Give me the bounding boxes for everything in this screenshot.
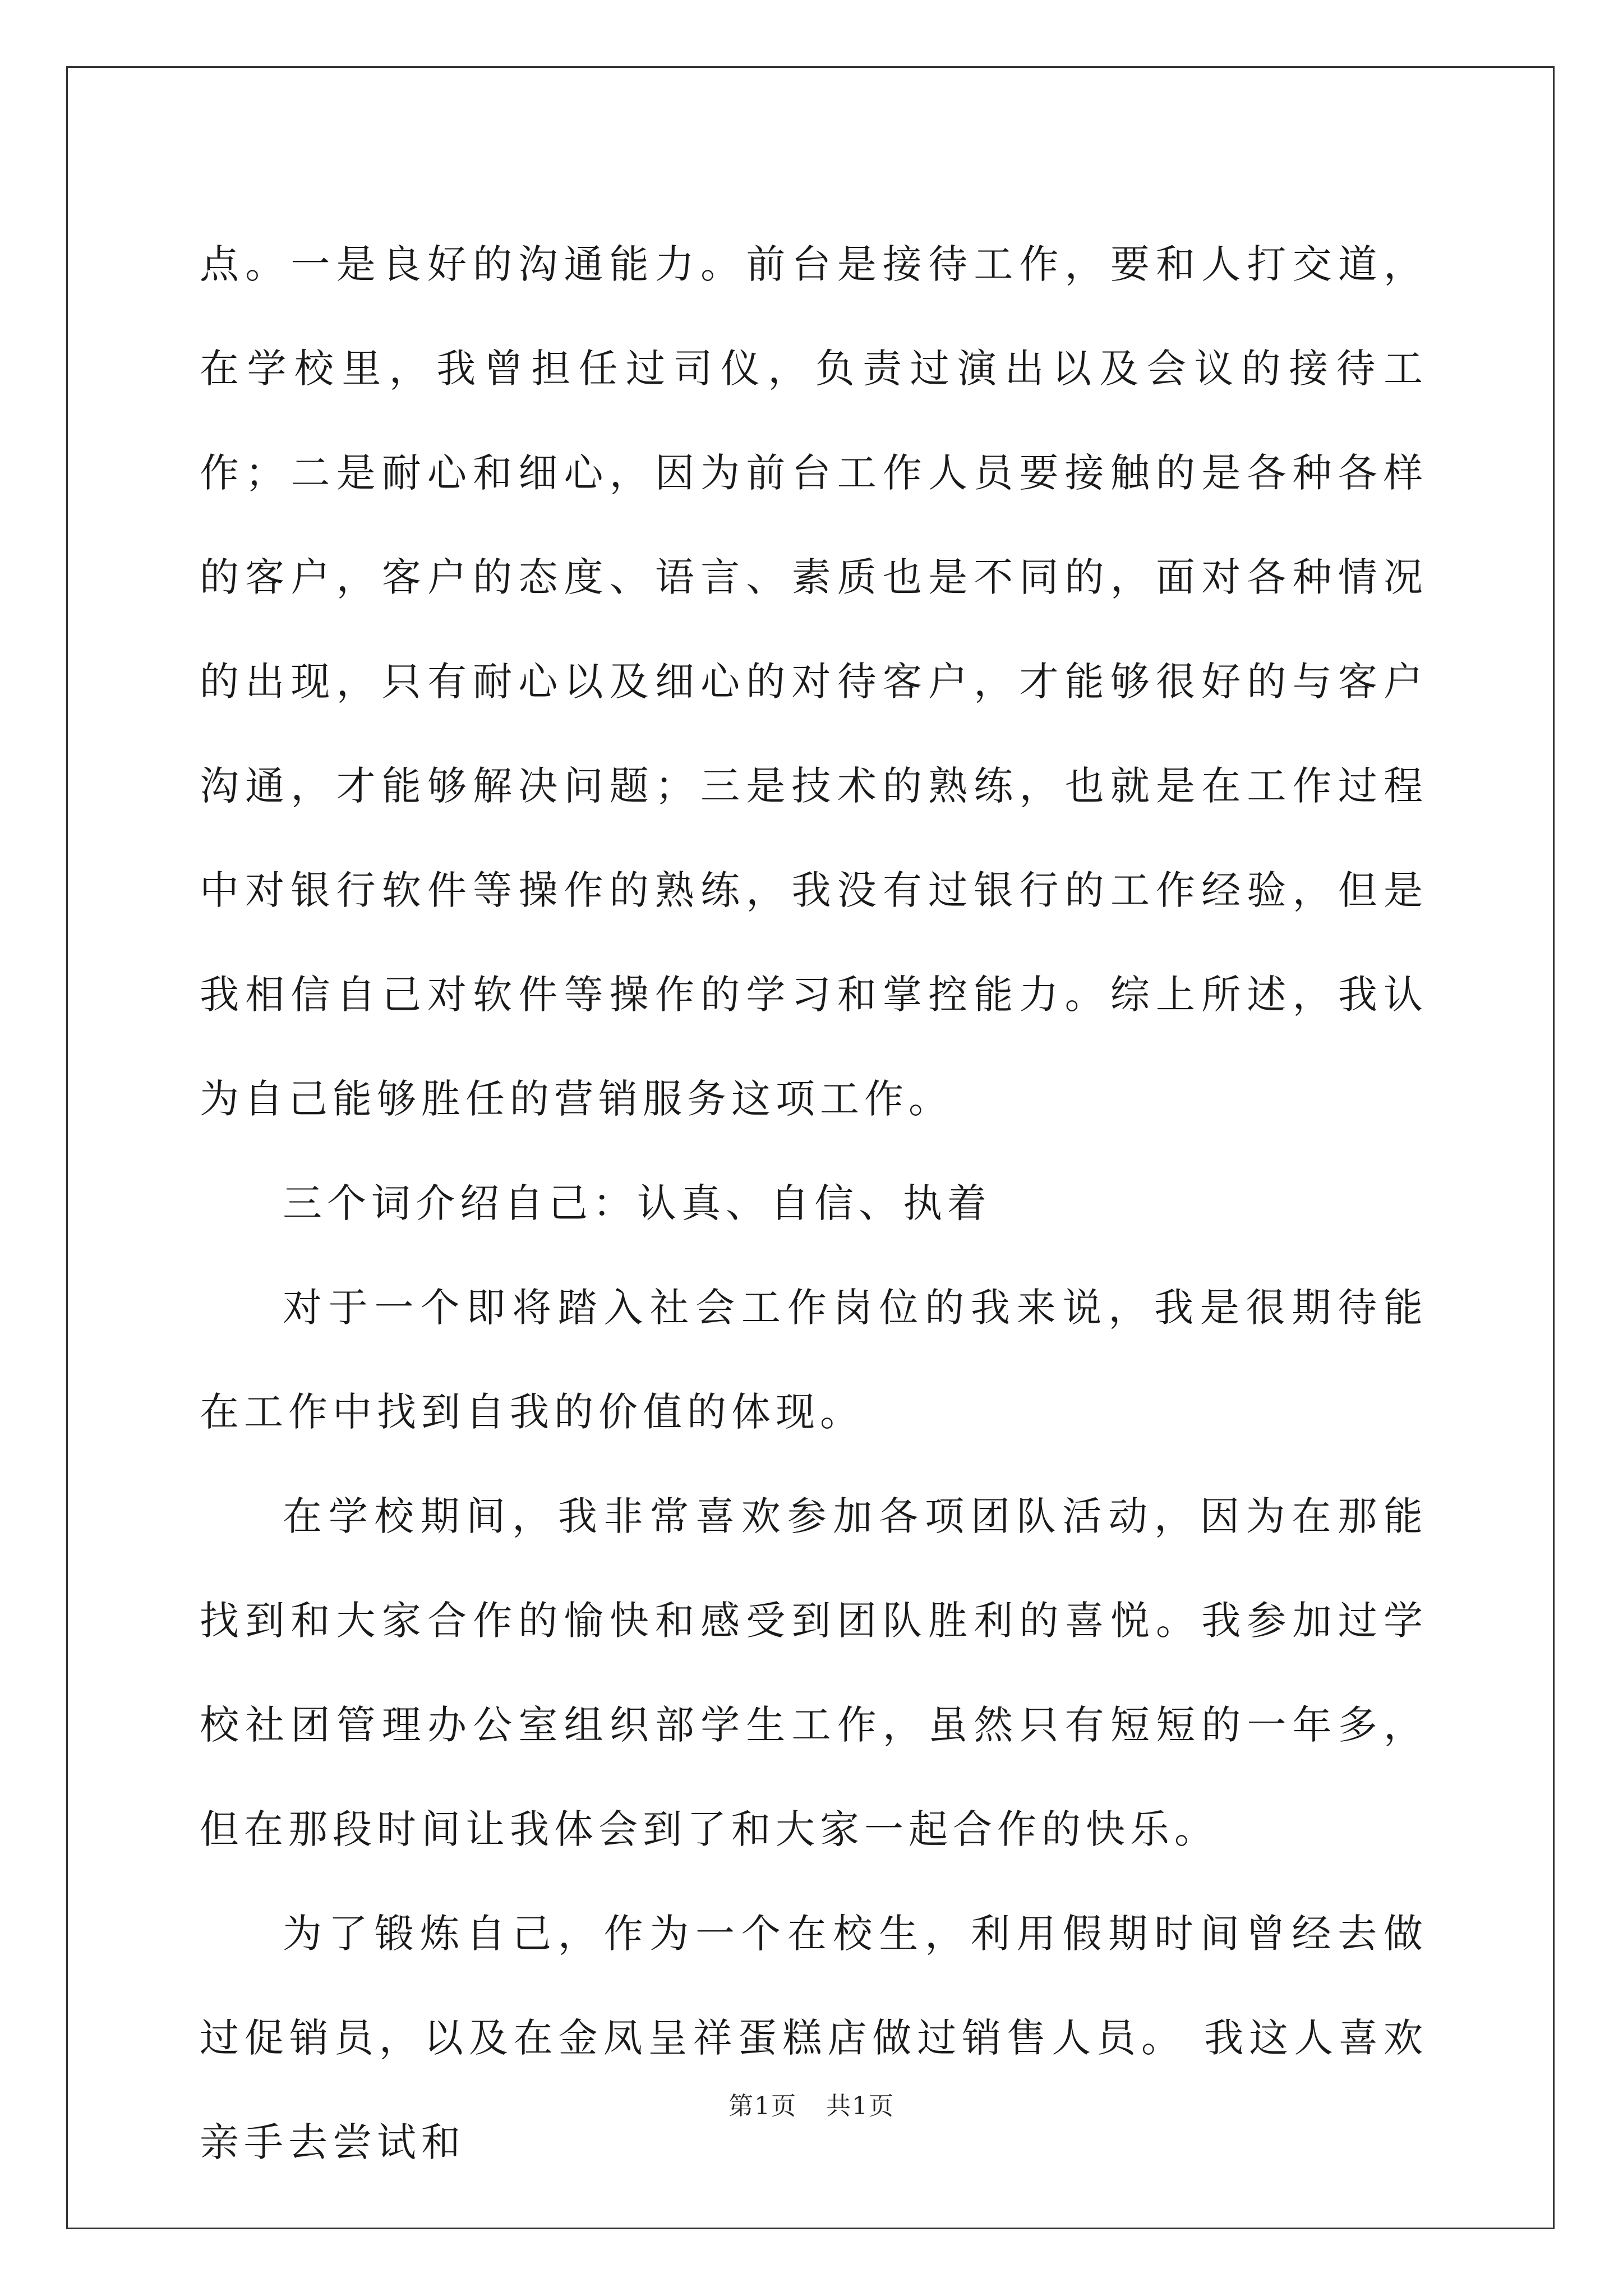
paragraph: 三个词介绍自己：认真、自信、执着 [283,1180,992,1226]
document-body [200,212,1428,2194]
paragraph: 对于一个即将踏入社会工作岗位的我来说，我是很期待能在工作中找到自我的价值的体现。 [200,1285,1428,1435]
page-number: 第1页 [728,2092,797,2120]
paragraph: 为了锻炼自己，作为一个在校生，利用假期时间曾经去做过促销员，以及在金凤呈祥蛋糕店做过销售人员。 我这人喜欢亲手去尝试和 [200,1911,1428,2165]
page-footer [0,2086,1623,2122]
paragraph: 点。一是良好的沟通能力。前台是接待工作，要和人打交道，在学校里，我曾担任过司仪，负责过演出以及会议的接待工作；二是耐心和细心，因为前台工作人员要接触的是各种各样的客户，客户的态度、语言、素质也是不同的，面对各种情况的出现，只有耐心以及细心的对待客户，才能够很好的与客户沟通，才能够解决问题；三是技术的熟练，也就是在工作过程中对银行软件等操作的熟练，我没有过银行的工作经验，但是我相信自己对软件等操作的学习和掌控能力。综上所述，我认为自己能够胜任的营销服务这项工作。 [200,241,1428,1122]
page-total: 共1页 [826,2092,895,2120]
paragraph: 在学校期间，我非常喜欢参加各项团队活动，因为在那能找到和大家合作的愉快和感受到团队胜利的喜悦。我参加过学校社团管理办公室组织部学生工作，虽然只有短短的一年多，但在那段时间让我体会到了和大家一起合作的快乐。 [200,1493,1428,1852]
